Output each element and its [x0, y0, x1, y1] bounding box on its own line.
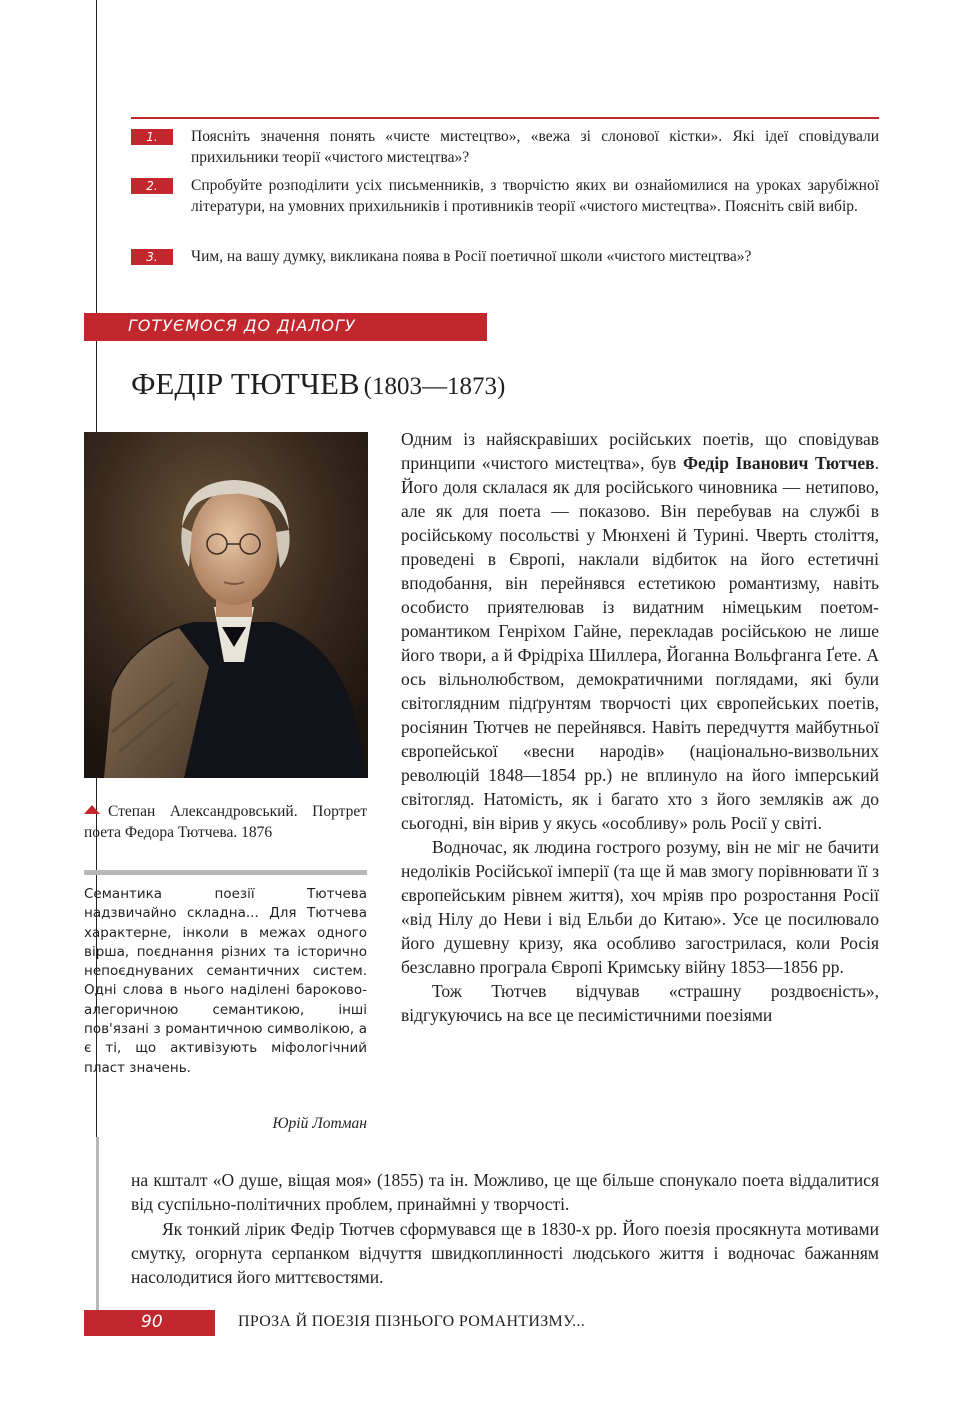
paragraph-4: Як тонкий лірик Федір Тютчев сформувався ще в 1830-х рр. Його поезія просякнута мотивами смутку, огорнута серпанком відчуття швидкоплинності людського життя і водночас бажанням насолодитися його миттєвостями.: [131, 1219, 879, 1287]
portrait-caption: [84, 801, 367, 843]
portrait-illustration: [84, 432, 368, 778]
quote-divider: [84, 870, 367, 875]
paragraph-1-rest: . Його доля склалася як для російського чиновника — нетипово, але як для поета — показово. Він перебував на службі в російському посольстві у Мюнхені й Турині. Чверть століття, проведені в Європі, наклали відбиток на його естетичні вподобання, він перейнявся естетикою романтизму, навіть особисто приятелював із видатним німецьким поетом-романтиком Генріхом Гайне, перекладав російською не лише його твори, а й Фрідріха Шиллера, Йоганна Вольфганга Ґете. А ось вільнолюбством, демократичними поглядами, які були світоглядним підґрунтям творчості цих європейських поетів, росіянин Тютчев не перейнявся. Навіть передчуття майбутньої європейської «весни народів» (національно-визвольних революцій 1848—1854 рр.) не вплинуло на його імперський світогляд. Натомість, як і багато хто з його земляків аж до сьогодні, він вірив у якусь «особливу» роль Росії у світі.: [401, 453, 879, 833]
question-text-3: Чим, на вашу думку, викликана поява в Росії поетичної школи «чистого мистецтва»?: [191, 248, 752, 265]
section-banner: [84, 313, 487, 341]
caption-text: Степан Александровський. Портрет поета Федора Тютчева. 1876: [84, 803, 367, 841]
question-text-2: Спробуйте розподілити усіх письменників, з творчістю яких ви ознайомилися на уроках зарубіжної літератури, на умовних прихильників і противників теорії «чистого мистецтва». Поясніть свій вибір.: [191, 177, 879, 215]
top-divider: [131, 117, 879, 119]
paragraph-1: [401, 427, 879, 835]
question-text-1: Поясніть значення понять «чисте мистецтво», «вежа зі слонової кістки». Які ідеї сповідували прихильники теорії «чистого мистецтва»?: [191, 128, 879, 166]
question-number-2: 2.: [131, 178, 173, 194]
portrait-image: [84, 432, 368, 778]
question-number-1: 1.: [131, 129, 173, 145]
paragraph-1-start: Одним із найяскравіших російських поетів, що сповідував принципи «чистого мистецтва», був: [401, 429, 879, 473]
page-title: [131, 366, 505, 402]
author-years: (1803—1873): [363, 373, 506, 400]
question-1: [131, 126, 879, 168]
poet-full-name: Федір Іванович Тютчев: [682, 453, 875, 473]
page-number-bar: [84, 1310, 215, 1336]
running-footer: ПРОЗА Й ПОЕЗІЯ ПІЗНЬОГО РОМАНТИЗМУ...: [238, 1313, 585, 1330]
question-3: [131, 246, 879, 267]
section-label: ГОТУЄМОСЯ ДО ДІАЛОГУ: [128, 316, 356, 335]
sidebar-quote: Семантика поезії Тютчева надзвичайно складна... Для Тютчева характерне, інколи в межах одного вірша, поєднання різних та історично непоєднуваних семантичних систем. Одні слова в нього наділені бароково-алегоричною семантикою, інші пов'язані з романтичною символікою, а є ті, що активізують міфологічний пласт значень.: [84, 886, 367, 1076]
caption-triangle-icon: [84, 805, 100, 814]
paragraph-3-end: на кшталт «О душе, віщая моя» (1855) та ін. Можливо, це ще більше спонукало поета віддалитися від суспільно-політичних проблем, принаймні у творчості.: [131, 1170, 879, 1214]
question-number-3: 3.: [131, 249, 173, 265]
author-name: ФЕДІР ТЮТЧЕВ: [131, 366, 360, 401]
main-text-column: [401, 427, 879, 1027]
quote-side-rule: [96, 1137, 99, 1334]
paragraph-3-start: Тож Тютчев відчував «страшну роздвоєність», відгукуючись на все це песимістичними поезіями: [401, 981, 879, 1025]
paragraph-2: Водночас, як людина гострого розуму, він не міг не бачити недоліків Російської імперії (та ще й мав змогу порівнювати її з європейським рівнем життя), хоч мріяв про розростання Росії «від Нілу до Неви і від Ельби до Китаю». Усе це посилювало його душевну кризу, яка особливо загострилася, коли Росія безславно програла Європі Кримську війну 1853—1856 рр.: [401, 837, 879, 977]
question-2: [131, 175, 879, 217]
page-number: 90: [141, 1312, 163, 1332]
quote-author: Юрій Лотман: [272, 1115, 367, 1132]
